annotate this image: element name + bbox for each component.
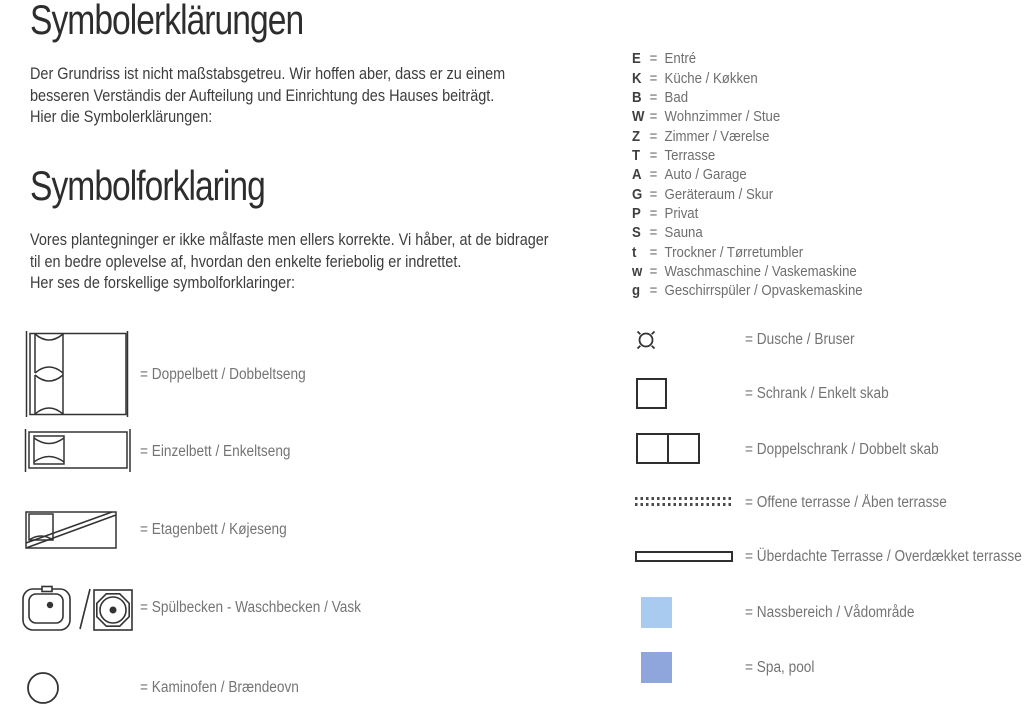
danish-intro-line: Vores plantegninger er ikke målfaste men ellers korrekte. Vi håber, at de bidrager: [30, 230, 549, 249]
abbreviation-value: Privat: [664, 204, 699, 222]
abbreviation-key: A: [632, 166, 642, 184]
abbreviation-row: [632, 262, 863, 281]
open-terrace-icon: [635, 503, 731, 506]
abbreviation-list: [632, 49, 863, 300]
equals-sign: =: [649, 88, 658, 106]
abbreviation-key: E: [632, 50, 641, 68]
single-wardrobe-icon: [636, 378, 667, 409]
equals-sign: =: [649, 282, 658, 300]
abbreviation-row: [632, 204, 863, 223]
equals-sign: =: [649, 146, 658, 164]
abbreviation-key: t: [632, 243, 637, 261]
equals-sign: =: [649, 262, 658, 280]
abbreviation-key: W: [632, 108, 645, 126]
german-intro-line: Der Grundriss ist nicht maßstabsgetreu. Wir hoffen aber, dass er zu einem: [30, 64, 506, 83]
wood-stove-icon: [26, 671, 60, 705]
abbreviation-key: K: [632, 69, 642, 87]
abbreviation-row: [632, 88, 863, 107]
abbreviation-value: Geschirrspüler / Opvaskemaskine: [664, 282, 863, 300]
open-terrace-label: = Offene terrasse / Åben terrasse: [745, 494, 947, 511]
abbreviation-row: [632, 165, 863, 184]
bunk-bed-label: = Etagenbett / Køjeseng: [140, 521, 287, 538]
danish-intro: [30, 229, 549, 294]
abbreviation-key: T: [632, 146, 641, 164]
equals-sign: =: [649, 166, 658, 184]
equals-sign: =: [649, 204, 658, 222]
abbreviation-value: Trockner / Tørretumbler: [664, 243, 804, 261]
danish-intro-line: til en bedre oplevelse af, hvordan den enkelte feriebolig er indrettet.: [30, 251, 462, 271]
german-intro-line: Hier die Symbolerklärungen:: [30, 107, 213, 126]
abbreviation-row: [632, 146, 863, 165]
double-wardrobe-icon: [636, 433, 700, 464]
abbreviation-value: Sauna: [664, 224, 703, 242]
double-bed-icon: [25, 331, 129, 417]
abbreviation-row: [632, 281, 863, 300]
equals-sign: =: [649, 185, 658, 203]
abbreviation-value: Auto / Garage: [664, 166, 747, 184]
shower-label: = Dusche / Bruser: [745, 331, 855, 348]
danish-intro-line: Her ses de forskellige symbolforklaringer:: [30, 273, 296, 292]
abbreviation-value: Wohnzimmer / Stue: [664, 108, 781, 126]
abbreviation-value: Entré: [664, 50, 697, 68]
abbreviation-key: Z: [632, 127, 641, 145]
sink-washbasin-label: = Spülbecken - Waschbecken / Vask: [140, 599, 362, 616]
spa-pool-icon: [641, 652, 672, 683]
equals-sign: =: [649, 50, 658, 68]
open-terrace-icon: [635, 497, 731, 500]
single-wardrobe-label: = Schrank / Enkelt skab: [745, 385, 889, 402]
abbreviation-row: [632, 49, 863, 68]
abbreviation-key: P: [632, 204, 641, 222]
abbreviation-value: Geräteraum / Skur: [664, 185, 774, 203]
abbreviation-key: S: [632, 224, 641, 242]
abbreviation-key: w: [632, 262, 643, 280]
abbreviation-value: Bad: [664, 88, 689, 106]
shower-icon: [632, 326, 660, 354]
abbreviation-row: [632, 107, 863, 126]
single-bed-label: = Einzelbett / Enkeltseng: [140, 443, 291, 460]
abbreviation-row: [632, 68, 863, 87]
covered-terrace-label: = Überdachte Terrasse / Overdækket terrasse: [745, 548, 1022, 565]
abbreviation-value: Zimmer / Værelse: [664, 127, 770, 145]
abbreviation-value: Terrasse: [664, 146, 716, 164]
abbreviation-key: g: [632, 282, 641, 300]
equals-sign: =: [649, 108, 658, 126]
spa-pool-label: = Spa, pool: [745, 659, 815, 676]
danish-title: Symbolforklaring: [30, 162, 265, 209]
abbreviation-key: G: [632, 185, 643, 203]
single-bed-icon: [24, 429, 132, 472]
abbreviation-row: [632, 223, 863, 242]
abbreviation-row: [632, 126, 863, 145]
german-intro: [30, 63, 505, 128]
equals-sign: =: [649, 224, 658, 242]
wet-area-icon: [641, 597, 672, 628]
double-bed-label: = Doppelbett / Dobbeltseng: [140, 366, 306, 383]
equals-sign: =: [649, 243, 658, 261]
abbreviation-key: B: [632, 88, 642, 106]
equals-sign: =: [649, 69, 658, 87]
wet-area-label: = Nassbereich / Vådområde: [745, 604, 915, 621]
abbreviation-value: Küche / Køkken: [664, 69, 758, 87]
german-title: Symbolerklärungen: [30, 0, 304, 43]
german-intro-line: besseren Verständis der Aufteilung und Einrichtung des Hauses beiträgt.: [30, 85, 495, 105]
equals-sign: =: [649, 127, 658, 145]
abbreviation-row: [632, 242, 863, 261]
bunk-bed-icon: [25, 511, 118, 550]
covered-terrace-icon: [635, 551, 733, 562]
abbreviation-value: Waschmaschine / Vaskemaskine: [664, 262, 857, 280]
sink-washbasin-icon: [22, 584, 135, 632]
wood-stove-label: = Kaminofen / Brændeovn: [140, 679, 299, 696]
abbreviation-row: [632, 184, 863, 203]
double-wardrobe-label: = Doppelschrank / Dobbelt skab: [745, 441, 939, 458]
